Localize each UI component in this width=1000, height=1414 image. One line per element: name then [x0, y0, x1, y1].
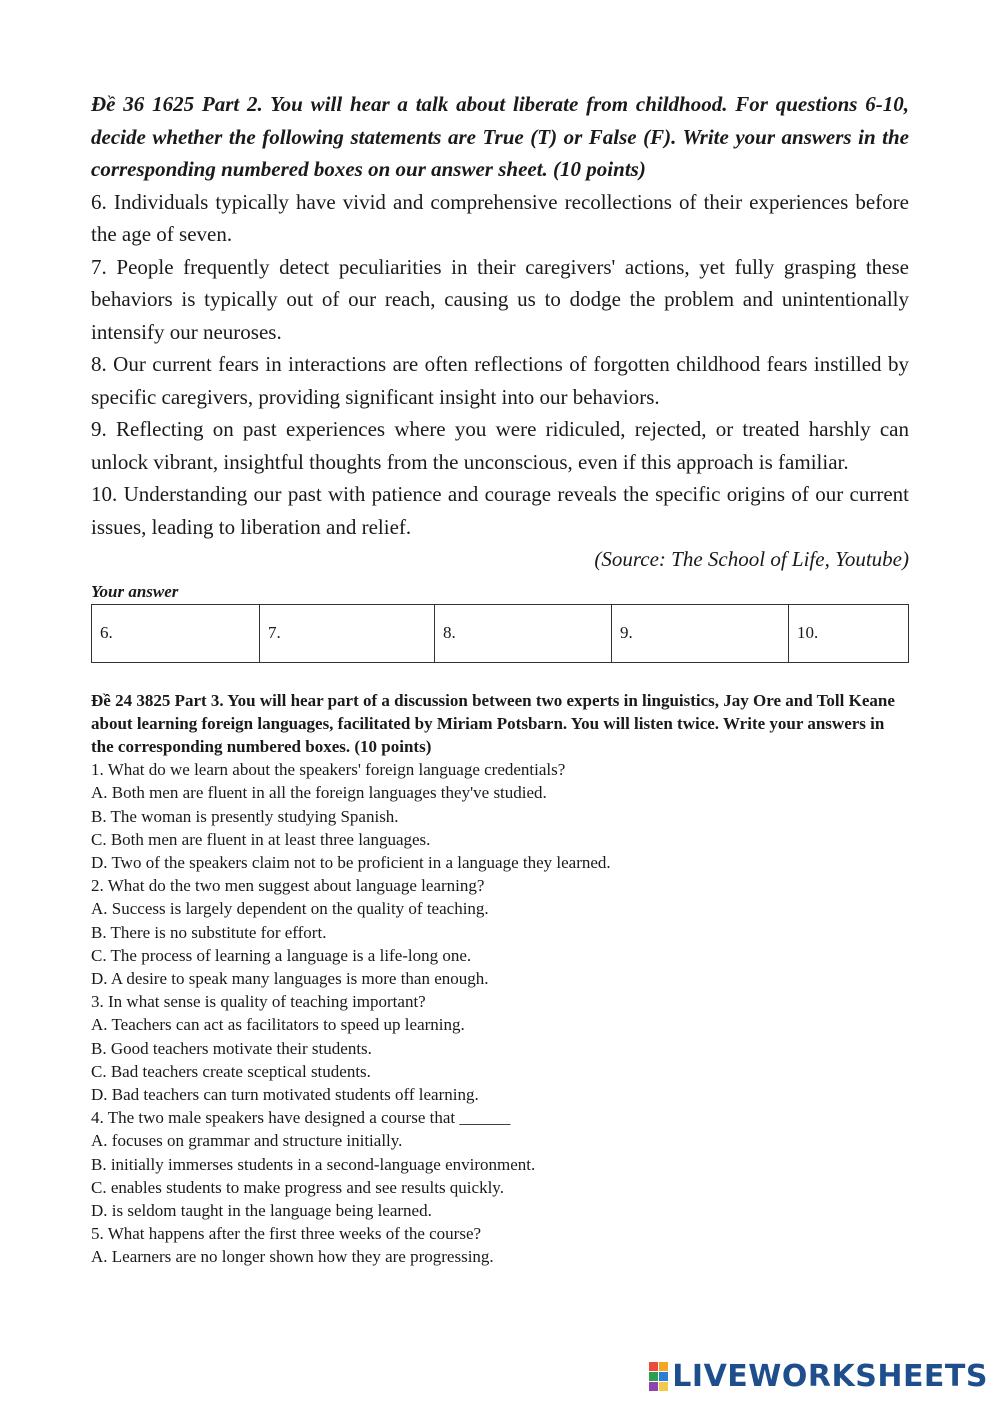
answer-table: [91, 604, 909, 663]
option-line: B. Good teachers motivate their students.: [91, 1038, 372, 1058]
option-line: D. is seldom taught in the language being learned.: [91, 1200, 432, 1220]
answer-row: [92, 604, 909, 662]
answer-box-10[interactable]: 10.: [789, 604, 909, 662]
part3-heading: Đề 24 3825 Part 3. You will hear part of a discussion between two experts in linguistics, Jay Ore and Toll Keane about learning foreign languages, facilitated by Miriam Potsbarn. You will listen twice. Write your answers in the corresponding numbered boxes. (10 points): [91, 690, 895, 756]
option-line: A. Both men are fluent in all the foreign languages they've studied.: [91, 783, 547, 803]
option-line: C. Bad teachers create sceptical students.: [91, 1061, 371, 1081]
liveworksheets-logo: [649, 1359, 988, 1394]
question-line: 3. In what sense is quality of teaching important?: [91, 992, 426, 1012]
question-line: 5. What happens after the first three weeks of the course?: [91, 1224, 482, 1244]
answer-box-6[interactable]: 6.: [92, 604, 260, 662]
option-line: C. enables students to make progress and see results quickly.: [91, 1177, 504, 1197]
option-line: B. The woman is presently studying Spanish.: [91, 806, 399, 826]
question-line: 4. The two male speakers have designed a course that ______: [91, 1108, 511, 1128]
answer-box-9[interactable]: 9.: [612, 604, 789, 662]
statement-8: 8. Our current fears in interactions are often reflections of forgotten childhood fears instilled by specific caregivers, providing significant insight into our behaviors.: [91, 352, 909, 409]
question-line: 2. What do the two men suggest about language learning?: [91, 876, 485, 896]
logo-text: LIVEWORKSHEETS: [672, 1359, 988, 1394]
option-line: D. A desire to speak many languages is more than enough.: [91, 968, 489, 988]
logo-mark-icon: [649, 1362, 668, 1391]
option-line: D. Two of the speakers claim not to be proficient in a language they learned.: [91, 852, 611, 872]
part3-questions: [91, 758, 909, 1268]
worksheet-page: [91, 88, 909, 1269]
statement-9: 9. Reflecting on past experiences where you were ridiculed, rejected, or treated harshly can unlock vibrant, insightful thoughts from the unconscious, even if this approach is familiar.: [91, 417, 909, 474]
option-line: C. The process of learning a language is a life-long one.: [91, 945, 472, 965]
answer-label: Your answer: [91, 581, 179, 601]
statement-7: 7. People frequently detect peculiarities in their caregivers' actions, yet fully grasping these behaviors is typically out of our reach, causing us to dodge the problem and unintentionally intensify our neuroses.: [91, 254, 909, 344]
part2-heading: Đề 36 1625 Part 2. You will hear a talk about liberate from childhood. For questions 6-10, decide whether the following statements are True (T) or False (F). Write your answers in the corresponding numbered boxes on our answer sheet. (10 points): [91, 92, 909, 181]
option-line: B. There is no substitute for effort.: [91, 922, 327, 942]
question-line: 1. What do we learn about the speakers' foreign language credentials?: [91, 760, 566, 780]
statement-10: 10. Understanding our past with patience and courage reveals the specific origins of our current issues, leading to liberation and relief.: [91, 482, 909, 539]
statement-6: 6. Individuals typically have vivid and comprehensive recollections of their experiences before the age of seven.: [91, 189, 909, 246]
option-line: D. Bad teachers can turn motivated students off learning.: [91, 1084, 479, 1104]
option-line: B. initially immerses students in a second-language environment.: [91, 1154, 536, 1174]
option-line: A. focuses on grammar and structure initially.: [91, 1131, 403, 1151]
answer-box-7[interactable]: 7.: [260, 604, 435, 662]
option-line: A. Teachers can act as facilitators to speed up learning.: [91, 1015, 465, 1035]
answer-box-8[interactable]: 8.: [435, 604, 612, 662]
source-citation: (Source: The School of Life, Youtube): [594, 547, 909, 571]
option-line: A. Success is largely dependent on the quality of teaching.: [91, 899, 489, 919]
option-line: A. Learners are no longer shown how they are progressing.: [91, 1247, 494, 1267]
option-line: C. Both men are fluent in at least three languages.: [91, 829, 431, 849]
